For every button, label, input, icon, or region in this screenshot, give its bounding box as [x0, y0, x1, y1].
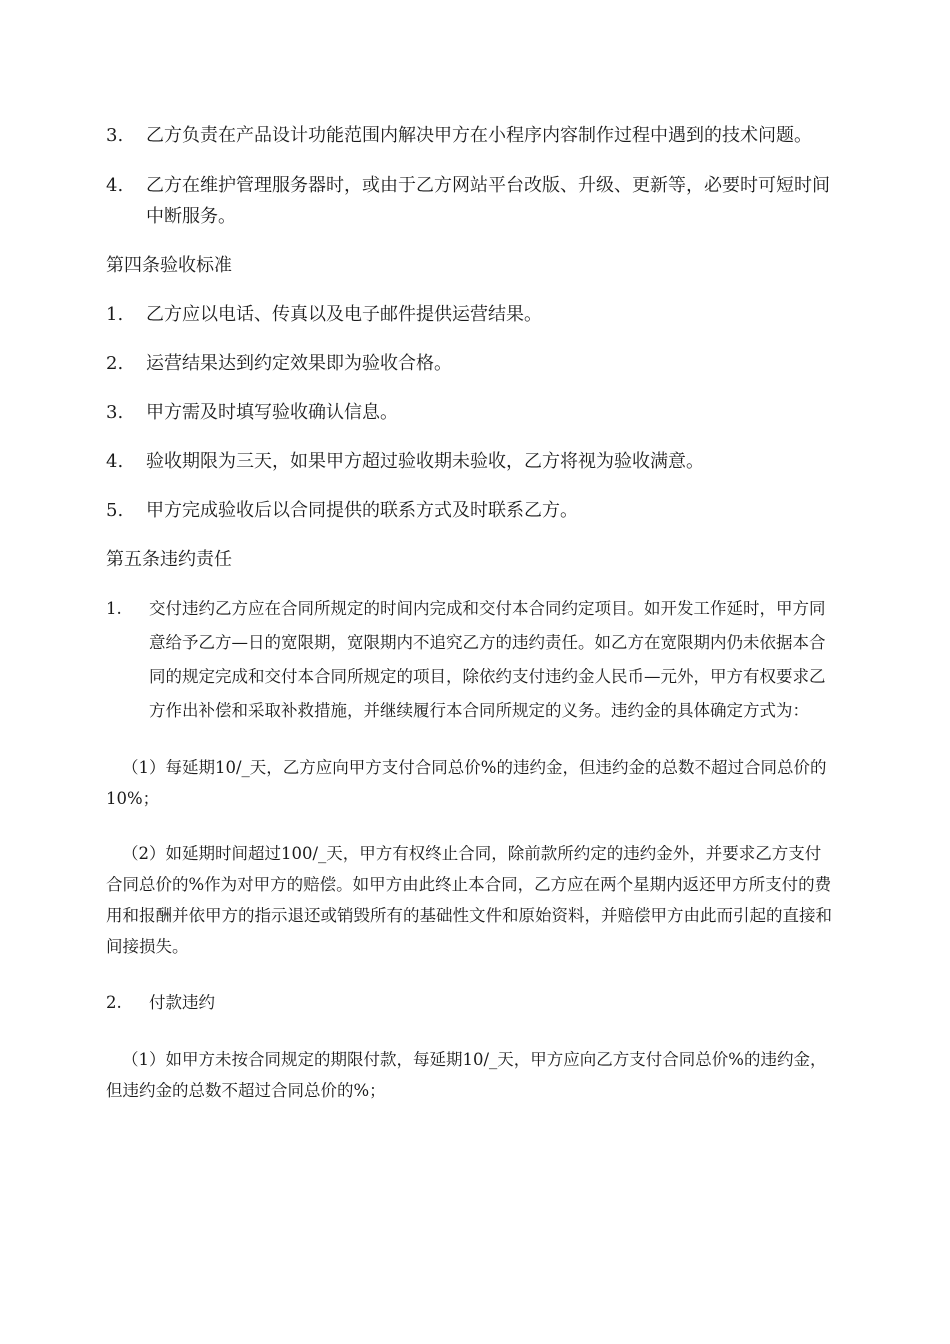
article-5-item-1-sub-2: （2）如延期时间超过100/_天，甲方有权终止合同，除前款所约定的违约金外，并要求乙方支付合同总价的%作为对甲方的赔偿。如甲方由此终止本合同，乙方应在两个星期内返还甲方所支付的费用和报酬并依甲方的指示退还或销毁所有的基础性文件和原始资料，并赔偿甲方由此而引起的直接和间接损失。	[106, 844, 832, 956]
item-number: 3.	[106, 402, 124, 423]
document-page	[106, 120, 836, 1106]
item-number: 5.	[106, 500, 124, 521]
clause-3-item-4	[106, 170, 836, 232]
item-text: 验收期限为三天，如果甲方超过验收期未验收，乙方将视为验收满意。	[146, 451, 704, 472]
article-4-title: 第四条验收标准	[106, 255, 232, 276]
item-number: 1.	[106, 599, 122, 618]
article-4-item-4	[106, 446, 836, 477]
item-number: 2.	[106, 353, 124, 374]
article-5-item-2-sub-1: （1）如甲方未按合同规定的期限付款，每延期10/_天，甲方应向乙方支付合同总价%的违约金，但违约金的总数不超过合同总价的%；	[106, 1050, 827, 1100]
item-text: 乙方应以电话、传真以及电子邮件提供运营结果。	[146, 304, 542, 325]
article-5-item-2	[106, 986, 836, 1020]
article-5-item-1	[106, 592, 836, 728]
item-text: 交付违约乙方应在合同所规定的时间内完成和交付本合同约定项目。如开发工作延时，甲方同意给予乙方—日的宽限期，宽限期内不追究乙方的违约责任。如乙方在宽限期内仍未依据本合同的规定完成和交付本合同所规定的项目，除依约支付违约金人民币—元外，甲方有权要求乙方作出补偿和采取补救措施，并继续履行本合同所规定的义务。违约金的具体确定方式为：	[149, 599, 826, 720]
item-number: 3.	[106, 125, 124, 146]
item-number: 1.	[106, 304, 124, 325]
item-text: 运营结果达到约定效果即为验收合格。	[146, 353, 452, 374]
item-number: 2.	[106, 993, 122, 1012]
article-5-item-1-sub-1: （1）每延期10/_天，乙方应向甲方支付合同总价%的违约金，但违约金的总数不超过合同总价的10%；	[106, 758, 827, 808]
clause-3-item-3	[106, 120, 836, 151]
item-text: 甲方需及时填写验收确认信息。	[146, 402, 398, 423]
item-text: 乙方负责在产品设计功能范围内解决甲方在小程序内容制作过程中遇到的技术问题。	[146, 125, 812, 146]
item-text: 付款违约	[149, 993, 215, 1012]
item-text: 乙方在维护管理服务器时，或由于乙方网站平台改版、升级、更新等，必要时可短时间中断服务。	[146, 175, 830, 227]
article-5-title: 第五条违约责任	[106, 549, 232, 570]
article-4-item-5	[106, 495, 836, 526]
article-4-item-2	[106, 348, 836, 379]
article-4-item-3	[106, 397, 836, 428]
item-number: 4.	[106, 175, 124, 196]
item-number: 4.	[106, 451, 124, 472]
item-text: 甲方完成验收后以合同提供的联系方式及时联系乙方。	[146, 500, 578, 521]
article-4-item-1	[106, 299, 836, 330]
